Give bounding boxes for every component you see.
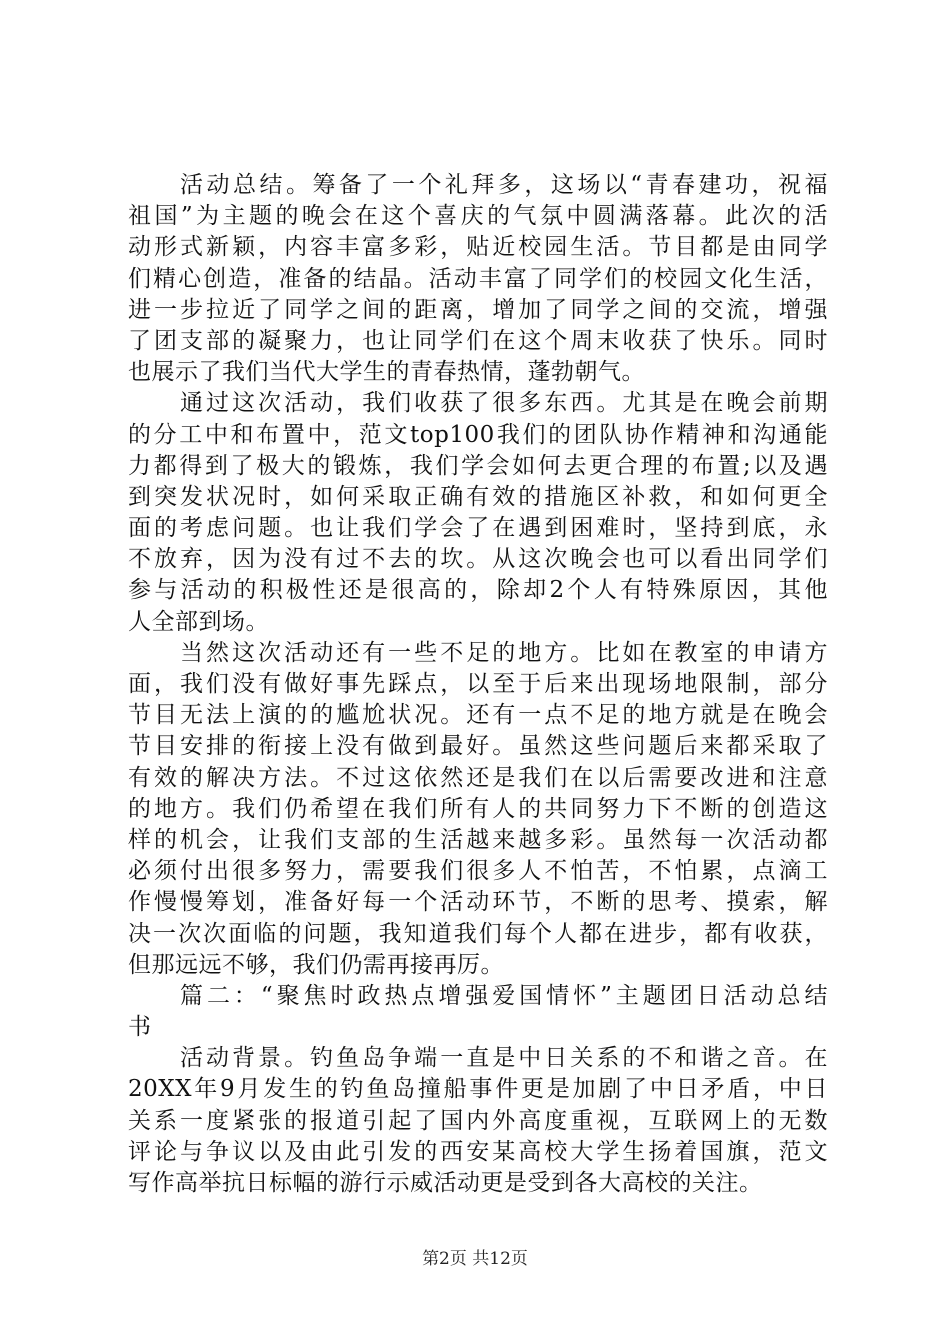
text-line: 写作高举抗日标幅的游行示威活动更是受到各大高校的关注。 bbox=[128, 1170, 763, 1196]
text-line: 活动总结。筹备了一个礼拜多，这场以“青春建功，祝福 bbox=[180, 172, 828, 198]
text-line: 必须付出很多努力，需要我们很多人不怕苦，不怕累，点滴工 bbox=[128, 858, 828, 885]
text-line: 祖国”为主题的晚会在这个喜庆的气氛中圆满落幕。此次的活 bbox=[128, 203, 828, 230]
text-line: 活动背景。钓鱼岛争端一直是中日关系的不和谐之音。在 bbox=[180, 1045, 828, 1072]
text-line: 有效的解决方法。不过这依然还是我们在以后需要改进和注意 bbox=[128, 764, 828, 791]
text-line: 动形式新颖，内容丰富多彩，贴近校园生活。节目都是由同学 bbox=[128, 234, 828, 261]
text-line: 决一次次面临的问题，我知道我们每个人都在进步，都有收获， bbox=[128, 920, 828, 947]
text-line: 们精心创造，准备的结晶。活动丰富了同学们的校园文化生活， bbox=[128, 265, 828, 292]
text-line: 到突发状况时，如何采取正确有效的措施区补救，和如何更全 bbox=[128, 483, 828, 510]
text-line: 面的考虑问题。也让我们学会了在遇到困难时，坚持到底，永 bbox=[128, 515, 828, 542]
text-line: 样的机会，让我们支部的生活越来越多彩。虽然每一次活动都 bbox=[128, 826, 828, 853]
text-line: 作慢慢筹划，准备好每一个活动环节，不断的思考、摸索，解 bbox=[128, 889, 828, 916]
text-line: 但那远远不够，我们仍需再接再厉。 bbox=[128, 951, 504, 978]
text-line: 节目安排的衔接上没有做到最好。虽然这些问题后来都采取了 bbox=[128, 733, 828, 760]
text-line: 通过这次活动，我们收获了很多东西。尤其是在晚会前期 bbox=[180, 390, 828, 417]
section-heading: 书 bbox=[128, 1014, 152, 1041]
section-heading: 篇二：“聚焦时政热点增强爱国情怀”主题团日活动总结 bbox=[180, 982, 828, 1009]
text-line: 评论与争议以及由此引发的西安某高校大学生扬着国旗，范文 bbox=[128, 1138, 828, 1165]
document-body bbox=[128, 170, 828, 1199]
text-line: 参与活动的积极性还是很高的，除却2个人有特殊原因，其他 bbox=[128, 577, 828, 604]
text-line: 20XX年9月发生的钓鱼岛撞船事件更是加剧了中日矛盾，中日 bbox=[128, 1076, 828, 1103]
text-line: 了团支部的凝聚力，也让同学们在这个周末收获了快乐。同时 bbox=[128, 327, 828, 354]
text-line: 关系一度紧张的报道引起了国内外高度重视，互联网上的无数 bbox=[128, 1107, 828, 1134]
text-line: 当然这次活动还有一些不足的地方。比如在教室的申请方 bbox=[180, 639, 828, 666]
text-line: 人全部到场。 bbox=[128, 608, 269, 635]
text-line: 也展示了我们当代大学生的青春热情，蓬勃朝气。 bbox=[128, 359, 645, 386]
text-line: 力都得到了极大的锻炼，我们学会如何去更合理的布置;以及遇 bbox=[128, 452, 828, 479]
text-line: 不放弃，因为没有过不去的坎。从这次晚会也可以看出同学们 bbox=[128, 546, 828, 573]
text-line: 的地方。我们仍希望在我们所有人的共同努力下不断的创造这 bbox=[128, 795, 828, 822]
page-number-footer: 第2页 共12页 bbox=[422, 1249, 528, 1269]
text-line: 面，我们没有做好事先踩点，以至于后来出现场地限制，部分 bbox=[128, 671, 828, 697]
text-line: 进一步拉近了同学之间的距离，增加了同学之间的交流，增强 bbox=[128, 296, 828, 323]
text-line: 的分工中和布置中，范文top100我们的团队协作精神和沟通能 bbox=[128, 421, 828, 448]
text-line: 节目无法上演的的尴尬状况。还有一点不足的地方就是在晚会 bbox=[128, 702, 828, 729]
